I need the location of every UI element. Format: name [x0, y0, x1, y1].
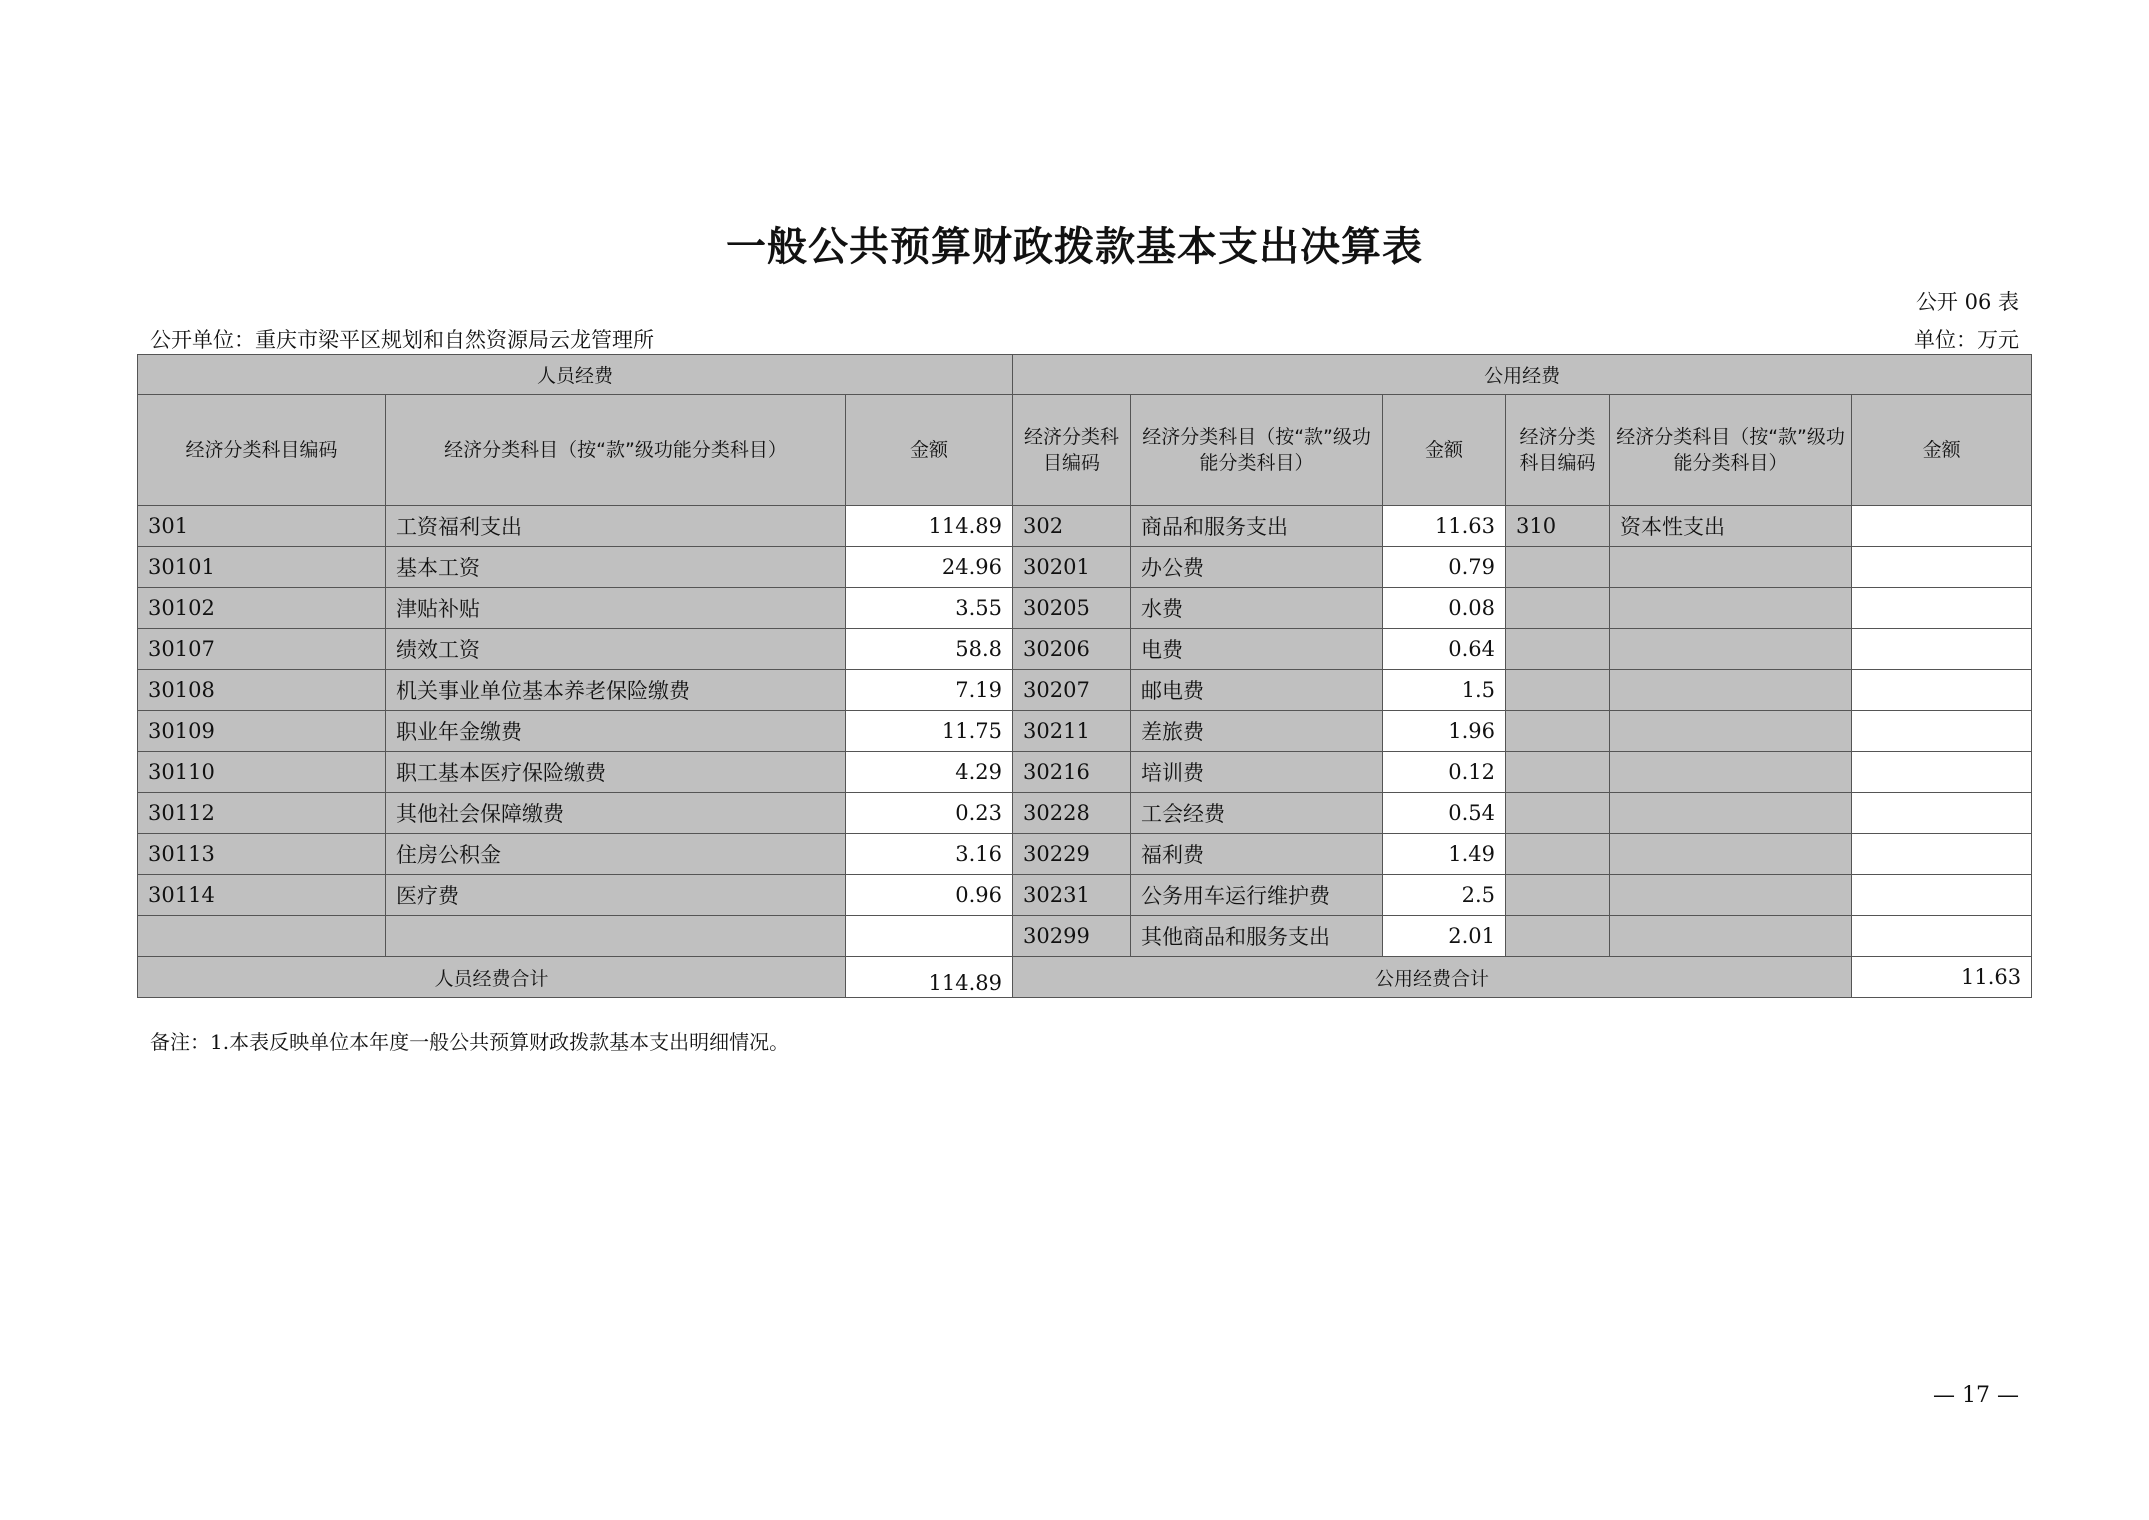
table-row	[138, 506, 2032, 547]
cell-personnel-amount: 0.96	[846, 875, 1013, 916]
cell-goods-code: 30216	[1013, 752, 1131, 793]
cell-personnel-code: 30114	[138, 875, 386, 916]
cell-capital-amount	[1852, 793, 2032, 834]
cell-goods-amount: 1.5	[1383, 670, 1506, 711]
cell-personnel-name: 职工基本医疗保险缴费	[386, 752, 846, 793]
cell-capital-amount	[1852, 916, 2032, 957]
cell-goods-amount: 2.01	[1383, 916, 1506, 957]
cell-goods-name: 水费	[1131, 588, 1383, 629]
cell-capital-code	[1506, 588, 1610, 629]
cell-personnel-name: 津贴补贴	[386, 588, 846, 629]
cell-goods-name: 邮电费	[1131, 670, 1383, 711]
cell-personnel-amount: 4.29	[846, 752, 1013, 793]
header-personnel-amount: 金额	[846, 395, 1013, 506]
cell-goods-name: 差旅费	[1131, 711, 1383, 752]
cell-goods-name: 电费	[1131, 629, 1383, 670]
page-number: — 17 —	[1933, 1383, 2019, 1408]
cell-goods-name: 办公费	[1131, 547, 1383, 588]
cell-capital-name	[1610, 875, 1852, 916]
cell-goods-amount: 0.12	[1383, 752, 1506, 793]
cell-goods-code: 30228	[1013, 793, 1131, 834]
cell-goods-code: 30201	[1013, 547, 1131, 588]
cell-personnel-code: 30108	[138, 670, 386, 711]
cell-personnel-code: 301	[138, 506, 386, 547]
table-row	[138, 711, 2032, 752]
cell-goods-amount: 0.79	[1383, 547, 1506, 588]
cell-personnel-amount	[846, 916, 1013, 957]
header-personnel-name: 经济分类科目（按“款”级功能分类科目）	[386, 395, 846, 506]
cell-personnel-name: 职业年金缴费	[386, 711, 846, 752]
public-total-value: 11.63	[1852, 957, 2032, 998]
section-public: 公用经费	[1013, 355, 2032, 395]
table-row	[138, 629, 2032, 670]
cell-capital-name	[1610, 752, 1852, 793]
cell-goods-amount: 0.64	[1383, 629, 1506, 670]
section-personnel: 人员经费	[138, 355, 1013, 395]
cell-capital-amount	[1852, 875, 2032, 916]
cell-personnel-amount: 114.89	[846, 506, 1013, 547]
cell-goods-name: 商品和服务支出	[1131, 506, 1383, 547]
currency-unit: 单位：万元	[1914, 328, 2019, 352]
table-row	[138, 916, 2032, 957]
header-goods-amount: 金额	[1383, 395, 1506, 506]
cell-goods-code: 30207	[1013, 670, 1131, 711]
header-capital-name: 经济分类科目（按“款”级功能分类科目）	[1610, 395, 1852, 506]
cell-personnel-code: 30109	[138, 711, 386, 752]
form-number: 公开 06 表	[1915, 290, 2019, 314]
header-goods-code: 经济分类科目编码	[1013, 395, 1131, 506]
cell-capital-amount	[1852, 629, 2032, 670]
cell-goods-code: 30211	[1013, 711, 1131, 752]
cell-personnel-code	[138, 916, 386, 957]
cell-capital-code	[1506, 547, 1610, 588]
cell-capital-code	[1506, 752, 1610, 793]
cell-personnel-name	[386, 916, 846, 957]
cell-capital-code	[1506, 916, 1610, 957]
cell-goods-amount: 1.49	[1383, 834, 1506, 875]
personnel-total-value: 114.89	[846, 957, 1013, 998]
cell-personnel-code: 30112	[138, 793, 386, 834]
public-total-label: 公用经费合计	[1013, 957, 1852, 998]
cell-capital-name	[1610, 629, 1852, 670]
header-goods-name: 经济分类科目（按“款”级功能分类科目）	[1131, 395, 1383, 506]
cell-capital-amount	[1852, 834, 2032, 875]
footnote: 备注：1.本表反映单位本年度一般公共预算财政拨款基本支出明细情况。	[150, 1030, 790, 1054]
cell-goods-code: 30229	[1013, 834, 1131, 875]
cell-capital-amount	[1852, 588, 2032, 629]
header-capital-code: 经济分类科目编码	[1506, 395, 1610, 506]
table-row	[138, 547, 2032, 588]
table-row	[138, 834, 2032, 875]
cell-personnel-name: 医疗费	[386, 875, 846, 916]
cell-personnel-code: 30110	[138, 752, 386, 793]
cell-personnel-code: 30101	[138, 547, 386, 588]
cell-capital-amount	[1852, 506, 2032, 547]
cell-goods-code: 302	[1013, 506, 1131, 547]
header-personnel-code: 经济分类科目编码	[138, 395, 386, 506]
cell-capital-name	[1610, 793, 1852, 834]
table-row	[138, 875, 2032, 916]
reporting-unit: 公开单位：重庆市梁平区规划和自然资源局云龙管理所	[150, 328, 654, 352]
cell-goods-name: 工会经费	[1131, 793, 1383, 834]
cell-capital-name	[1610, 670, 1852, 711]
cell-capital-name	[1610, 711, 1852, 752]
table-row	[138, 588, 2032, 629]
cell-personnel-name: 住房公积金	[386, 834, 846, 875]
cell-capital-name	[1610, 547, 1852, 588]
cell-capital-code	[1506, 834, 1610, 875]
cell-goods-amount: 0.08	[1383, 588, 1506, 629]
totals-row	[138, 957, 2032, 998]
personnel-total-label: 人员经费合计	[138, 957, 846, 998]
cell-personnel-name: 工资福利支出	[386, 506, 846, 547]
cell-capital-name	[1610, 588, 1852, 629]
cell-capital-name	[1610, 834, 1852, 875]
cell-capital-amount	[1852, 670, 2032, 711]
cell-goods-name: 其他商品和服务支出	[1131, 916, 1383, 957]
cell-personnel-amount: 0.23	[846, 793, 1013, 834]
cell-personnel-code: 30107	[138, 629, 386, 670]
cell-capital-amount	[1852, 711, 2032, 752]
cell-capital-name	[1610, 916, 1852, 957]
cell-personnel-amount: 24.96	[846, 547, 1013, 588]
cell-capital-code	[1506, 793, 1610, 834]
header-capital-amount: 金额	[1852, 395, 2032, 506]
cell-personnel-amount: 3.16	[846, 834, 1013, 875]
cell-capital-code	[1506, 670, 1610, 711]
cell-personnel-name: 绩效工资	[386, 629, 846, 670]
cell-capital-code	[1506, 711, 1610, 752]
table-body	[138, 355, 2032, 998]
cell-personnel-name: 基本工资	[386, 547, 846, 588]
cell-goods-name: 福利费	[1131, 834, 1383, 875]
cell-capital-code: 310	[1506, 506, 1610, 547]
cell-personnel-amount: 3.55	[846, 588, 1013, 629]
expenditure-table	[137, 354, 2032, 998]
cell-capital-amount	[1852, 547, 2032, 588]
cell-capital-name: 资本性支出	[1610, 506, 1852, 547]
cell-goods-amount: 11.63	[1383, 506, 1506, 547]
section-header-row	[138, 355, 2032, 395]
column-header-row	[138, 395, 2032, 506]
table-row	[138, 670, 2032, 711]
cell-goods-amount: 1.96	[1383, 711, 1506, 752]
cell-goods-amount: 2.5	[1383, 875, 1506, 916]
cell-personnel-code: 30102	[138, 588, 386, 629]
cell-personnel-amount: 58.8	[846, 629, 1013, 670]
cell-personnel-amount: 7.19	[846, 670, 1013, 711]
cell-personnel-code: 30113	[138, 834, 386, 875]
cell-goods-name: 培训费	[1131, 752, 1383, 793]
cell-capital-amount	[1852, 752, 2032, 793]
cell-goods-code: 30231	[1013, 875, 1131, 916]
cell-capital-code	[1506, 629, 1610, 670]
cell-goods-code: 30206	[1013, 629, 1131, 670]
cell-goods-name: 公务用车运行维护费	[1131, 875, 1383, 916]
cell-goods-code: 30299	[1013, 916, 1131, 957]
cell-personnel-amount: 11.75	[846, 711, 1013, 752]
cell-goods-amount: 0.54	[1383, 793, 1506, 834]
cell-capital-code	[1506, 875, 1610, 916]
page-title: 一般公共预算财政拨款基本支出决算表	[726, 223, 1423, 270]
table-row	[138, 793, 2032, 834]
table-row	[138, 752, 2032, 793]
cell-personnel-name: 机关事业单位基本养老保险缴费	[386, 670, 846, 711]
cell-goods-code: 30205	[1013, 588, 1131, 629]
cell-personnel-name: 其他社会保障缴费	[386, 793, 846, 834]
